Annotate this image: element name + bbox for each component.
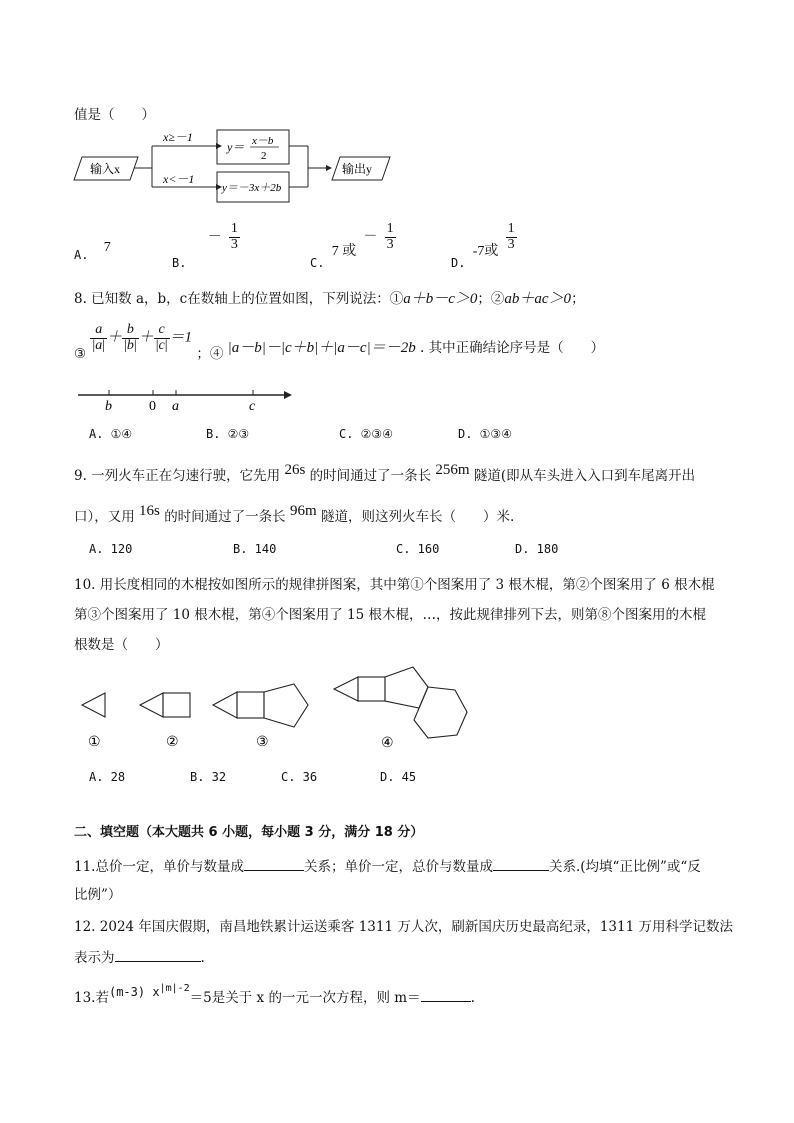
output-label: 输出y — [342, 162, 373, 176]
svg-text:b: b — [105, 399, 112, 413]
q10-option-c: C. 36 — [281, 770, 318, 784]
svg-text:④: ④ — [381, 736, 394, 751]
q8-option-c: C. ②③④ — [339, 427, 393, 441]
fig2-square — [163, 693, 190, 717]
q11-blank-1 — [244, 870, 304, 871]
q10-option-b: B. 32 — [190, 770, 227, 784]
q10-line3: 根数是（ ） — [74, 637, 169, 653]
q9-option-a: A. 120 — [89, 542, 133, 556]
q7-option-d: D. -7或 $\frac{1}{3}$ — [451, 221, 515, 270]
svg-text:③: ③ — [256, 735, 269, 750]
q8-line1: 8. 已知数 a，b，c在数轴上的位置如图，下列说法：①a＋b－c＞0；②ab＋ac＞0； — [74, 291, 585, 307]
q7-flowchart — [70, 126, 400, 216]
svg-text:2: 2 — [261, 150, 267, 162]
q10-line1: 10. 用长度相同的木棍按如图所示的规律拼图案，其中第①个图案用了 3 根木棍，第②个图案用了 6 根木棍 — [74, 577, 715, 593]
q10-option-d: D. 45 — [380, 770, 417, 784]
q11-blank-2 — [493, 870, 549, 871]
svg-text:x－b: x－b — [252, 135, 274, 147]
fig1-triangle — [82, 693, 105, 717]
svg-text:y＝－3x＋2b: y＝－3x＋2b — [222, 182, 282, 194]
q13-blank — [421, 1001, 471, 1002]
q7-stem: 值是（ ） — [74, 107, 155, 123]
q10-figures — [74, 660, 474, 760]
q12-line2: 表示为 . — [74, 950, 205, 966]
svg-text:①: ① — [88, 735, 101, 750]
svg-text:c: c — [249, 399, 256, 413]
svg-text:y＝: y＝ — [227, 140, 245, 154]
svg-text:0: 0 — [149, 399, 156, 413]
q12-line1: 12. 2024 年国庆假期，南昌地铁累计运送乘客 1311 万人次，刷新国庆历史最高纪录，1311 万用科学记数法 — [74, 919, 733, 935]
q10-line2: 第③个图案用了 10 根木棍，第④个图案用了 15 根木棍，…，按此规律排列下去，则第⑧个图案用的木棍 — [74, 607, 707, 623]
q11-line2: 比例”） — [74, 887, 122, 903]
q8-option-b: B. ②③ — [206, 427, 250, 441]
svg-text:a: a — [172, 399, 179, 413]
q9-option-d: D. 180 — [515, 542, 559, 556]
q11-line1: 11.总价一定，单价与数量成 关系；单价一定，总价与数量成 关系.(均填“正比例”或“反 — [74, 859, 701, 875]
input-label: 输入x — [90, 162, 121, 176]
section-heading: 二、填空题（本大题共 6 小题，每小题 3 分，满分 18 分） — [74, 825, 424, 840]
q9-line1: 9. 一列火车正在匀速行驶，它先用 26s 的时间通过了一条长 256m 隧道(即从车头进入入口到车尾离开出 — [74, 462, 696, 484]
cond-top: x≥－1 — [163, 130, 193, 144]
q8-number-line — [74, 383, 304, 413]
q10-option-a: A. 28 — [89, 770, 126, 784]
q9-option-b: B. 140 — [233, 542, 277, 556]
fig4-hexagon — [414, 687, 467, 738]
q9-line2: 口），又用 16s 的时间通过了一条长 96m 隧道，则这列火车长（ ）米. — [74, 503, 515, 525]
svg-text:②: ② — [166, 735, 179, 750]
fig3-pentagon — [264, 684, 308, 727]
q9-option-c: C. 160 — [396, 542, 440, 556]
q7-option-b: B. － $\frac{1}{3}$ — [172, 221, 238, 270]
q8-line2: ③ $\frac{a}{|a|}$ ＋ $\frac{b}{|b|}$ ＋ $\frac{c}{|c|}$ ＝1 ；④ |a－b|－|c＋b|＋|a－c|＝－2b . 其中正确结论序号是（ ） — [74, 322, 605, 362]
cond-bottom: x<－1 — [163, 172, 195, 186]
q12-blank — [115, 961, 201, 962]
q7-option-a: A. 7 — [74, 240, 111, 262]
q8-option-d: D. ①③④ — [458, 427, 512, 441]
q8-option-a: A. ①④ — [89, 427, 133, 441]
q7-option-c: C. 7 或 － $\frac{1}{3}$ — [310, 221, 394, 270]
q13-line: 13.若(m-3) $x^{|m|-2}=5$是关于 x 的一元一次方程，则 m＝ . — [74, 982, 475, 1006]
